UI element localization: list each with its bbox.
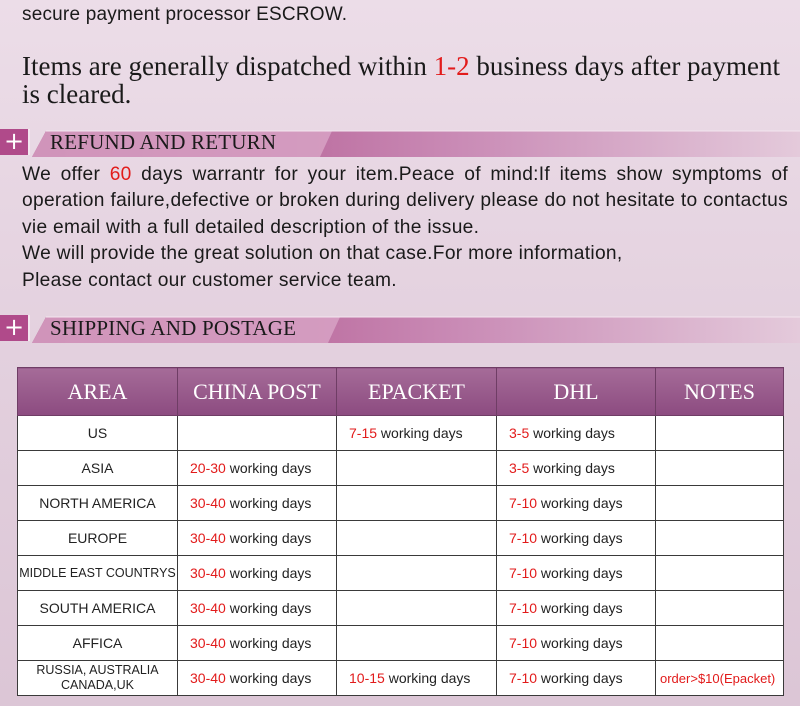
epacket-cell xyxy=(337,591,497,626)
refund-p1-post: days warrantr for your item.Peace of mind:If items show symptoms of operation failure,defective or broken during delivery please do not hesitate to contactus vie email with a full detailed description of the issue. xyxy=(22,164,788,238)
refund-paragraph-1 xyxy=(22,162,788,241)
notes-cell xyxy=(656,591,784,626)
dispatch-text-pre: Items are generally dispatched within xyxy=(22,51,434,81)
epacket-cell xyxy=(337,521,497,556)
china-post-cell: 30-40 working days xyxy=(178,556,337,591)
china-post-cell: 30-40 working days xyxy=(178,661,337,696)
epacket-cell: 10-15 working days xyxy=(337,661,497,696)
notes-cell xyxy=(656,486,784,521)
table-header-row xyxy=(18,368,784,416)
notes-cell xyxy=(656,556,784,591)
epacket-cell xyxy=(337,451,497,486)
notes-cell xyxy=(656,416,784,451)
notes-cell: order>$10(Epacket) xyxy=(656,661,784,696)
plus-icon[interactable]: + xyxy=(0,129,30,155)
table-row xyxy=(18,661,784,696)
warranty-days: 60 xyxy=(109,164,132,185)
dhl-cell: 7-10 working days xyxy=(497,661,656,696)
shipping-section-header xyxy=(0,313,800,343)
area-cell: ASIA xyxy=(18,451,178,486)
refund-paragraph-3: Please contact our customer service team. xyxy=(22,269,397,291)
area-line-2: CANADA,UK xyxy=(61,678,134,692)
shipping-table xyxy=(17,367,784,696)
escrow-line: secure payment processor ESCROW. xyxy=(22,4,348,25)
area-cell: US xyxy=(18,416,178,451)
area-cell xyxy=(18,661,178,696)
notes-cell xyxy=(656,626,784,661)
area-cell: SOUTH AMERICA xyxy=(18,591,178,626)
area-cell: NORTH AMERICA xyxy=(18,486,178,521)
table-row xyxy=(18,416,784,451)
refund-section-header xyxy=(0,127,800,157)
china-post-cell: 30-40 working days xyxy=(178,591,337,626)
dhl-cell: 7-10 working days xyxy=(497,556,656,591)
shipping-ribbon xyxy=(32,313,800,343)
header-dhl: DHL xyxy=(497,368,656,416)
china-post-cell: 30-40 working days xyxy=(178,486,337,521)
header-epacket: EPACKET xyxy=(337,368,497,416)
table-row xyxy=(18,556,784,591)
dhl-cell: 7-10 working days xyxy=(497,486,656,521)
refund-body xyxy=(22,162,788,294)
plus-icon[interactable]: + xyxy=(0,315,30,341)
epacket-cell: 7-15 working days xyxy=(337,416,497,451)
refund-paragraph-2: We will provide the great solution on that case.For more information, xyxy=(22,243,623,265)
area-cell: AFFICA xyxy=(18,626,178,661)
epacket-cell xyxy=(337,486,497,521)
notes-cell xyxy=(656,451,784,486)
area-line-1: RUSSIA, AUSTRALIA xyxy=(36,663,159,677)
refund-ribbon xyxy=(32,127,800,157)
shipping-section-title: SHIPPING AND POSTAGE xyxy=(50,316,297,340)
dispatch-notice xyxy=(22,52,792,108)
dhl-cell: 7-10 working days xyxy=(497,626,656,661)
epacket-cell xyxy=(337,626,497,661)
dhl-cell: 7-10 working days xyxy=(497,591,656,626)
table-row xyxy=(18,591,784,626)
header-area: AREA xyxy=(18,368,178,416)
notes-cell xyxy=(656,521,784,556)
area-cell: EUROPE xyxy=(18,521,178,556)
dhl-cell: 7-10 working days xyxy=(497,521,656,556)
table-row xyxy=(18,451,784,486)
dhl-cell: 3-5 working days xyxy=(497,416,656,451)
china-post-cell: 30-40 working days xyxy=(178,521,337,556)
dhl-cell: 3-5 working days xyxy=(497,451,656,486)
header-china-post: CHINA POST xyxy=(178,368,337,416)
china-post-cell xyxy=(178,416,337,451)
refund-p1-pre: We offer xyxy=(22,164,110,185)
dispatch-days: 1-2 xyxy=(433,51,470,81)
header-notes: NOTES xyxy=(656,368,784,416)
table-row xyxy=(18,521,784,556)
china-post-cell: 30-40 working days xyxy=(178,626,337,661)
table-row xyxy=(18,626,784,661)
area-cell: MIDDLE EAST COUNTRYS xyxy=(18,556,178,591)
epacket-cell xyxy=(337,556,497,591)
table-row xyxy=(18,486,784,521)
china-post-cell: 20-30 working days xyxy=(178,451,337,486)
dispatch-text-post: business days after payment is cleared. xyxy=(22,51,781,109)
refund-section-title: REFUND AND RETURN xyxy=(50,130,277,154)
